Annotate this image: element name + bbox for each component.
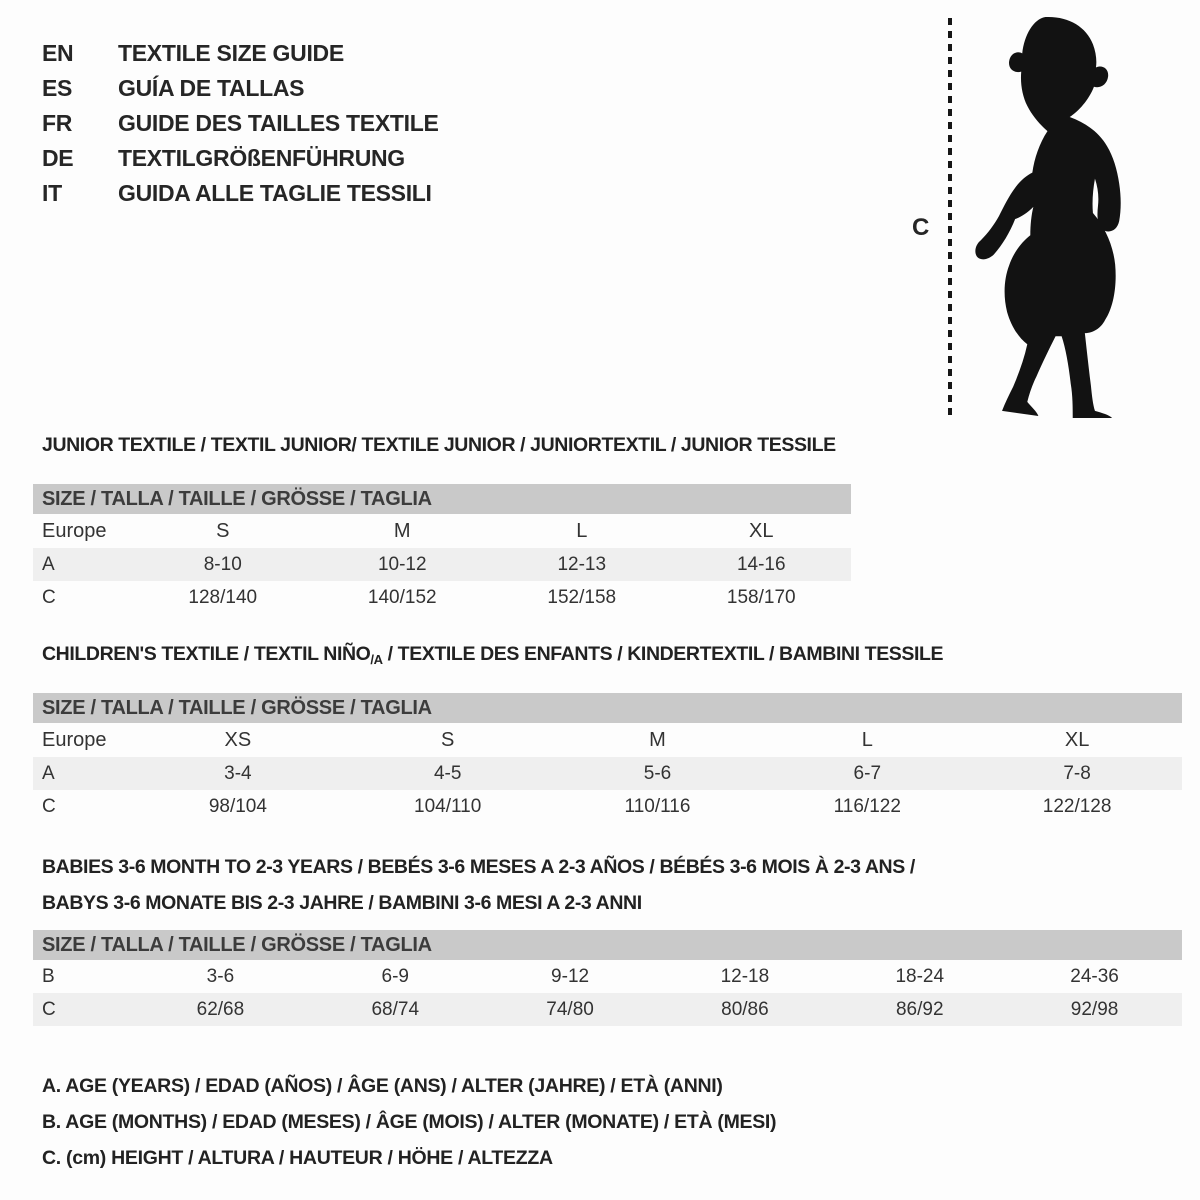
table-cell: 116/122 [833,795,901,817]
language-title: TEXTILE SIZE GUIDE [118,40,344,66]
size-header-bar [33,930,1182,960]
language-row [42,106,439,141]
babies-size-table [33,930,1182,1026]
children-title-text: CHILDREN'S TEXTILE / TEXTIL NIÑO [42,643,371,665]
language-code: ES [42,75,73,101]
table-cell: 80/86 [721,998,769,1020]
size-column-header: L [861,728,873,751]
table-cell: 10-12 [377,553,427,575]
babies-section-title [42,849,915,921]
table-cell: 5-6 [643,762,672,784]
table-cell: 24-36 [1070,965,1119,987]
table-row [33,757,1182,790]
legend-line-b: B. AGE (MONTHS) / EDAD (MESES) / ÂGE (MOIS) / ALTER (MONATE) / ETÀ (MESI) [42,1110,777,1133]
language-title: GUIDA ALLE TAGLIE TESSILI [118,180,432,206]
language-row [42,141,439,176]
table-cell: 122/128 [1042,795,1112,817]
row-label: C [42,795,56,817]
size-column-header: M [393,519,411,542]
table-cell: 68/74 [371,998,420,1020]
table-row [33,993,1182,1026]
size-column-header: L [576,519,588,542]
size-header-label: SIZE / TALLA / TAILLE / GRÖSSE / TAGLIA [42,933,432,956]
size-header-bar [33,484,851,514]
table-cell: 92/98 [1070,998,1119,1020]
table-cell: 3-4 [224,762,252,784]
language-code: IT [42,180,62,206]
table-cell: 4-5 [433,762,462,784]
row-label: A [42,762,55,784]
table-cell: 18-24 [895,965,945,987]
children-title-text: / TEXTILE DES ENFANTS / KINDERTEXTIL / BAMBINI TESSILE [382,643,944,665]
language-title: TEXTILGRÖßENFÜHRUNG [118,145,405,171]
babies-title-line2: BABYS 3-6 MONATE BIS 2-3 JAHRE / BAMBINI 3-6 MESI A 2-3 ANNI [42,892,642,914]
row-label: A [42,553,55,575]
table-cell: 12-18 [720,965,770,987]
size-column-header: M [649,728,666,751]
table-cell: 110/116 [624,795,691,817]
size-header-label: SIZE / TALLA / TAILLE / GRÖSSE / TAGLIA [42,696,432,719]
children-section-title [42,643,943,667]
row-label: C [42,998,56,1020]
junior-size-table [33,484,851,614]
measure-label-c: C [912,214,930,241]
table-cell: 98/104 [208,795,267,817]
table-cell: 9-12 [551,965,590,987]
legend-line-c: C. (cm) HEIGHT / ALTURA / HAUTEUR / HÖHE / ALTEZZA [42,1146,553,1169]
table-cell: 152/158 [547,586,617,608]
size-column-header: XL [1064,728,1090,751]
language-title: GUIDE DES TAILLES TEXTILE [118,110,439,136]
baby-silhouette-icon [960,14,1138,418]
language-row [42,71,439,106]
size-header-label: SIZE / TALLA / TAILLE / GRÖSSE / TAGLIA [42,487,432,510]
table-cell: 128/140 [188,586,258,608]
row-label: B [42,965,55,987]
language-row [42,36,439,71]
size-column-header: XL [749,519,774,542]
table-cell: 86/92 [895,998,944,1020]
region-label: Europe [42,728,107,751]
table-row [33,581,851,614]
children-size-table [33,693,1182,823]
table-row [33,514,851,548]
language-code: EN [42,40,74,66]
table-row [33,960,1182,993]
language-code: FR [42,110,73,136]
table-cell: 14-16 [736,553,786,575]
table-cell: 12-13 [557,553,607,575]
table-row [33,548,851,581]
size-header-bar [33,693,1182,723]
table-cell: 104/110 [414,795,482,817]
table-cell: 6-9 [381,965,409,987]
junior-section-title: JUNIOR TEXTILE / TEXTIL JUNIOR/ TEXTILE JUNIOR / JUNIORTEXTIL / JUNIOR TESSILE [42,434,836,456]
size-column-header: XS [224,728,252,751]
legend-line-a: A. AGE (YEARS) / EDAD (AÑOS) / ÂGE (ANS) / ALTER (JAHRE) / ETÀ (ANNI) [42,1074,723,1097]
table-row [33,790,1182,823]
table-cell: 7-8 [1063,762,1091,784]
height-measure-dashed-line [948,18,952,416]
language-title: GUÍA DE TALLAS [118,75,305,101]
row-label: C [42,586,56,608]
table-cell: 140/152 [367,586,437,608]
region-label: Europe [42,519,107,542]
table-cell: 62/68 [196,998,245,1020]
language-row [42,176,439,211]
language-title-list [42,36,439,211]
table-cell: 3-6 [206,965,235,987]
babies-title-line1: BABIES 3-6 MONTH TO 2-3 YEARS / BEBÉS 3-6 MESES A 2-3 AÑOS / BÉBÉS 3-6 MOIS À 2-3 ANS / [42,856,915,878]
language-code: DE [42,145,74,171]
table-cell: 158/170 [726,586,796,608]
table-row [33,723,1182,757]
size-column-header: S [441,728,455,751]
table-cell: 74/80 [546,998,594,1020]
size-column-header: S [216,519,230,542]
table-cell: 6-7 [853,762,882,784]
measurement-legend [42,1068,776,1176]
children-title-subscript: /A [370,652,383,667]
table-cell: 8-10 [203,553,242,575]
